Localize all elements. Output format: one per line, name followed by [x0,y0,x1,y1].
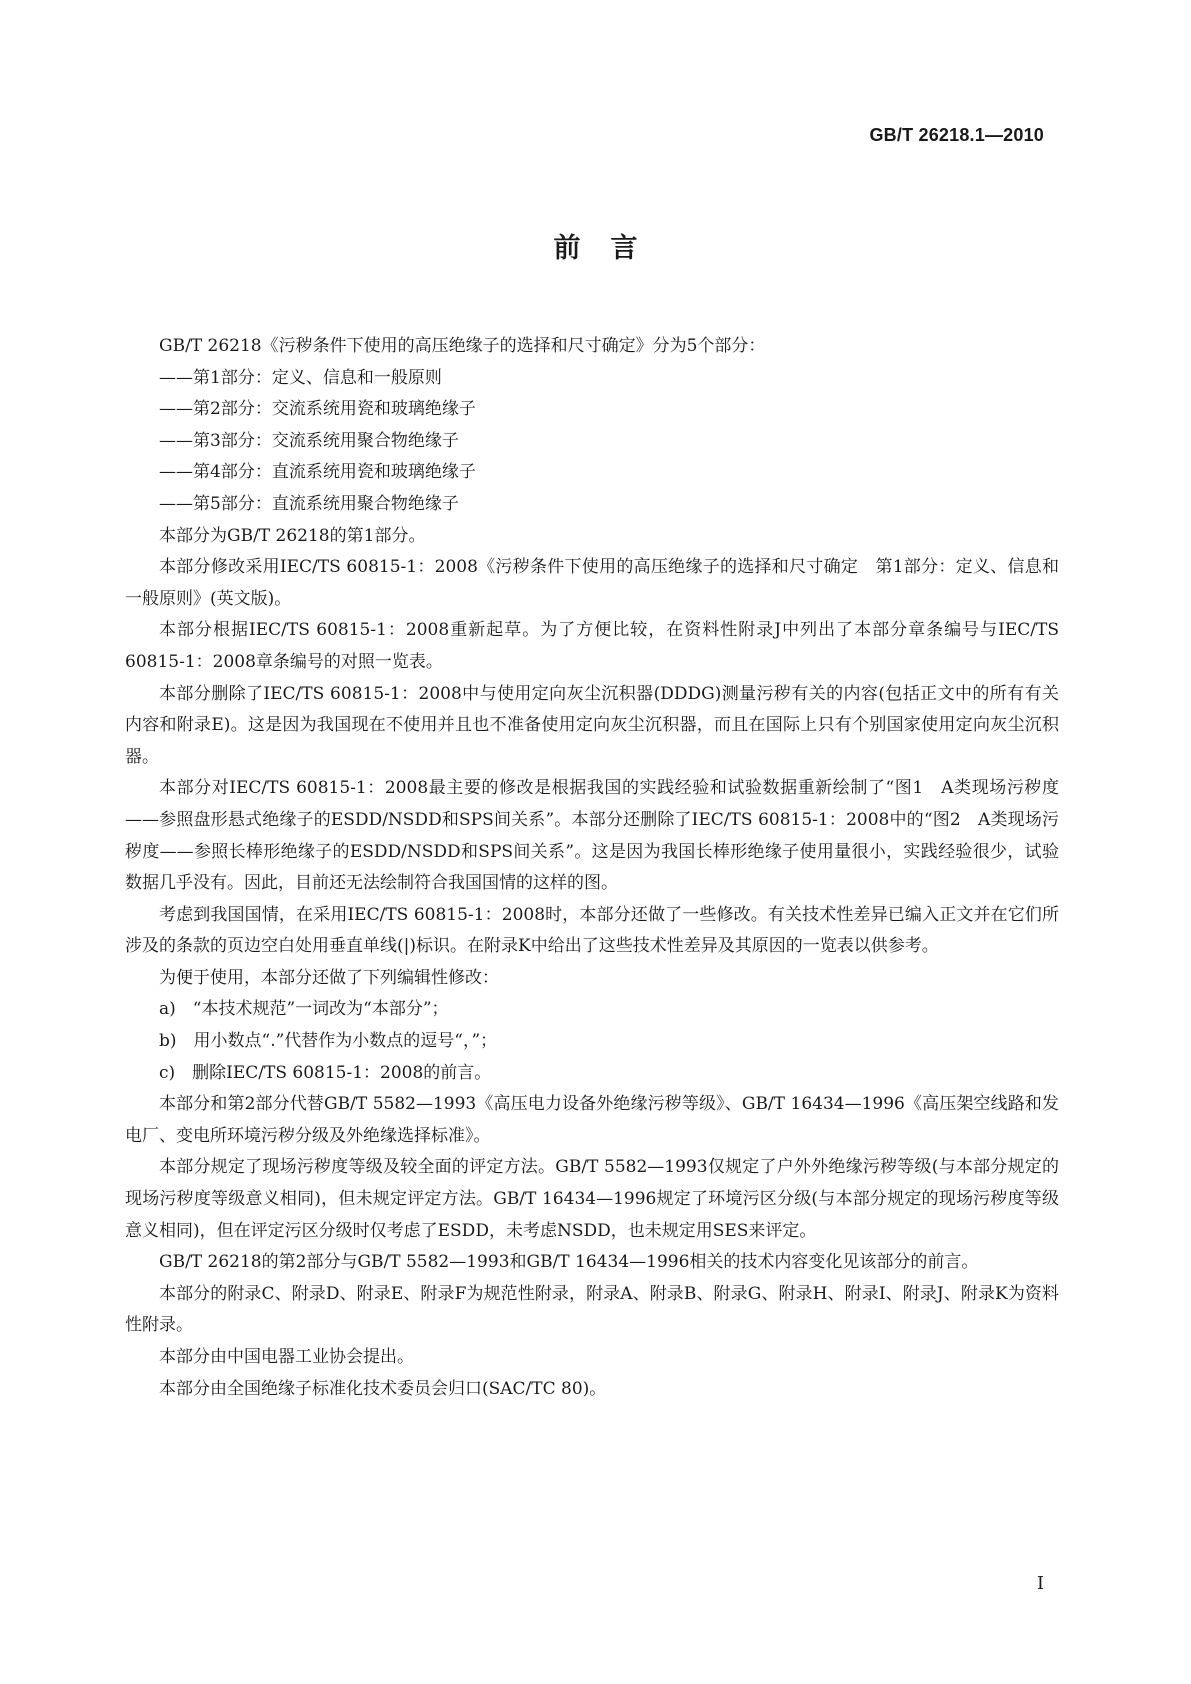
list-item-part-5: ——第5部分：直流系统用聚合物绝缘子 [159,493,459,514]
list-item-editorial-b: b) 用小数点“.”代替作为小数点的逗号“，”； [159,1031,498,1052]
paragraph-part-statement: 本部分为GB/T 26218的第1部分。 [159,525,426,546]
paragraph-adoption: 本部分修改采用IEC/TS 60815-1：2008《污秽条件下使用的高压绝缘子的选择和尺寸确定 第1部分：定义、信息和一般原则》(英文版)。 [125,557,1059,609]
paragraph-committee: 本部分由全国绝缘子标准化技术委员会归口(SAC/TC 80)。 [159,1378,607,1399]
list-item-editorial-c: c) 删除IEC/TS 60815-1：2008的前言。 [159,1062,492,1083]
paragraph-main-modification: 本部分对IEC/TS 60815-1：2008最主要的修改是根据我国的实践经验和试验数据重新绘制了“图1 A类现场污秽度——参照盘形悬式绝缘子的ESDD/NSDD和SPS间关系”。本部分还删除了IEC/TS 60815-1：2008中的“图2 A类现场污秽度——参照长棒形绝缘子的ESDD/NSDD和SPS间关系”。这是因为我国长棒形绝缘子使用量很小，实践经验很少，试验数据几乎没有。因此，目前还无法绘制符合我国国情的这样的图。 [125,778,1059,894]
list-item-part-4: ——第4部分：直流系统用瓷和玻璃绝缘子 [159,462,476,483]
paragraph-technical-differences: 考虑到我国国情，在采用IEC/TS 60815-1：2008时，本部分还做了一些修改。有关技术性差异已编入正文并在它们所涉及的条款的页边空白处用垂直单线(|)标识。在附录K中给出了这些技术性差异及其原因的一览表以供参考。 [125,904,1059,957]
paragraph-deletion: 本部分删除了IEC/TS 60815-1：2008中与使用定向灰尘沉积器(DDDG)测量污秽有关的内容(包括正文中的所有有关内容和附录E)。这是因为我国现在不使用并且也不准备使用定向灰尘沉积器，而且在国际上只有个别国家使用定向灰尘沉积器。 [125,683,1059,767]
paragraph-annexes: 本部分的附录C、附录D、附录E、附录F为规范性附录，附录A、附录B、附录G、附录H、附录I、附录J、附录K为资料性附录。 [125,1283,1059,1336]
paragraph-redrafting: 本部分根据IEC/TS 60815-1：2008重新起草。为了方便比较，在资料性附录J中列出了本部分章条编号与IEC/TS 60815-1：2008章条编号的对照一览表。 [125,620,1059,672]
paragraph-replacement: 本部分和第2部分代替GB/T 5582—1993《高压电力设备外绝缘污秽等级》、GB/T 16434—1996《高压架空线路和发电厂、变电所环境污秽分级及外绝缘选择标准》。 [125,1094,1059,1146]
paragraph-editorial-intro: 为便于使用，本部分还做了下列编辑性修改： [159,967,499,988]
list-item-part-1: ——第1部分：定义、信息和一般原则 [159,367,442,388]
list-item-part-3: ——第3部分：交流系统用聚合物绝缘子 [159,430,459,451]
paragraph-intro: GB/T 26218《污秽条件下使用的高压绝缘子的选择和尺寸确定》分为5个部分： [159,336,766,356]
page-title: 前言 [553,233,668,264]
list-item-editorial-a: a) “本技术规范”一词改为“本部分”； [159,999,449,1020]
paragraph-part2-changes: GB/T 26218的第2部分与GB/T 5582—1993和GB/T 16434—1996相关的技术内容变化见该部分的前言。 [159,1252,979,1273]
list-item-part-2: ——第2部分：交流系统用瓷和玻璃绝缘子 [159,399,476,420]
paragraph-evaluation-method: 本部分规定了现场污秽度等级及较全面的评定方法。GB/T 5582—1993仅规定了户外外绝缘污秽等级(与本部分规定的现场污秽度等级意义相同)，但未规定评定方法。GB/T 16434—1996规定了环境污区分级(与本部分规定的现场污秽度等级意义相同)，但在评定污区分级时仅考虑了ESDD，未考虑NSDD，也未规定用SES来评定。 [125,1157,1059,1241]
preface-body [125,331,1059,1405]
standard-code: GB/T 26218.1—2010 [869,125,1044,145]
page-number: I [1036,1573,1044,1594]
paragraph-proposer: 本部分由中国电器工业协会提出。 [159,1347,414,1367]
